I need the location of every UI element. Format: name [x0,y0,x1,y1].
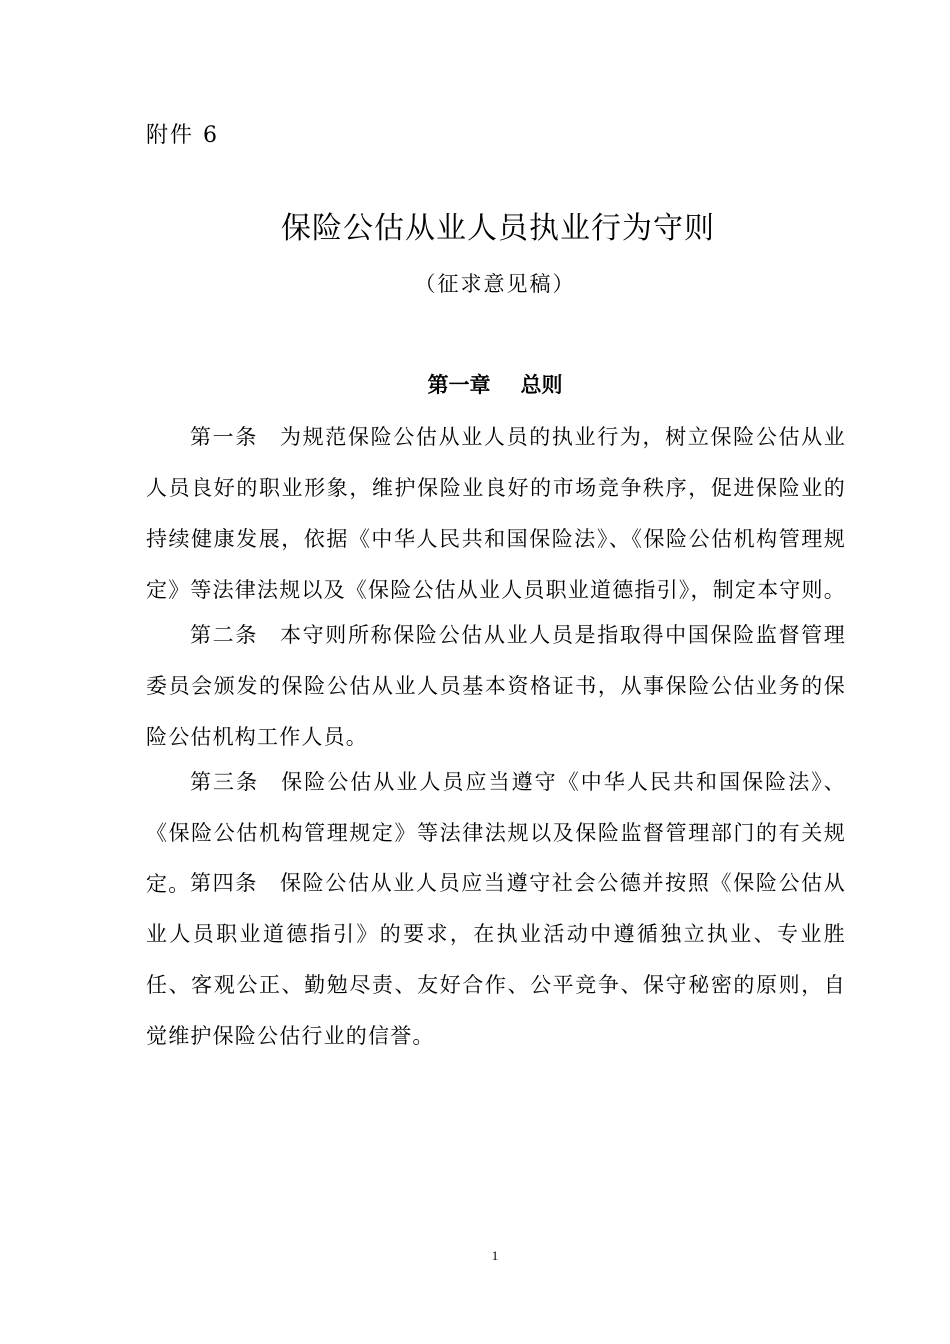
attachment-label: 附件 6 [146,123,219,148]
article-number: 第四条 [190,871,258,895]
article-2 [146,610,846,763]
article-number: 第二条 [190,623,258,647]
article-4 [146,858,846,1062]
article-text: 本守则所称保险公估从业人员是指取得中国保险监督管理委员会颁发的保险公估从业人员基本资格证书，从事保险公估业务的保险公估机构工作人员。 [146,623,846,749]
article-text: 为规范保险公估从业人员的执业行为，树立保险公估从业人员良好的职业形象，维护保险业良好的市场竞争秩序，促进保险业的持续健康发展，依据《中华人民共和国保险法》、《保险公估机构管理规定》等法律法规以及《保险公估从业人员职业道德指引》，制定本守则。 [146,425,846,602]
article-text: 保险公估从业人员应当遵守社会公德并按照《保险公估从业人员职业道德指引》的要求，在执业活动中遵循独立执业、专业胜任、客观公正、勤勉尽责、友好合作、公平竞争、保守秘密的原则，自觉维护保险公估行业的信誉。 [146,871,846,1048]
article-number: 第一条 [190,425,258,449]
chapter-number: 第一章 [427,373,491,397]
article-text: 保险公估从业人员应当遵守《中华人民共和国保险法》、《保险公估机构管理规定》等法律法规以及保险监督管理部门的有关规定。 [146,770,847,896]
chapter-name: 总则 [520,373,563,397]
chapter-heading [0,369,950,399]
document-title: 保险公估从业人员执业行为守则 [281,211,715,246]
article-number: 第三条 [190,770,260,794]
document-subtitle: （征求意见稿） [414,272,576,296]
page-number: 1 [491,1248,499,1263]
article-1 [146,412,846,616]
